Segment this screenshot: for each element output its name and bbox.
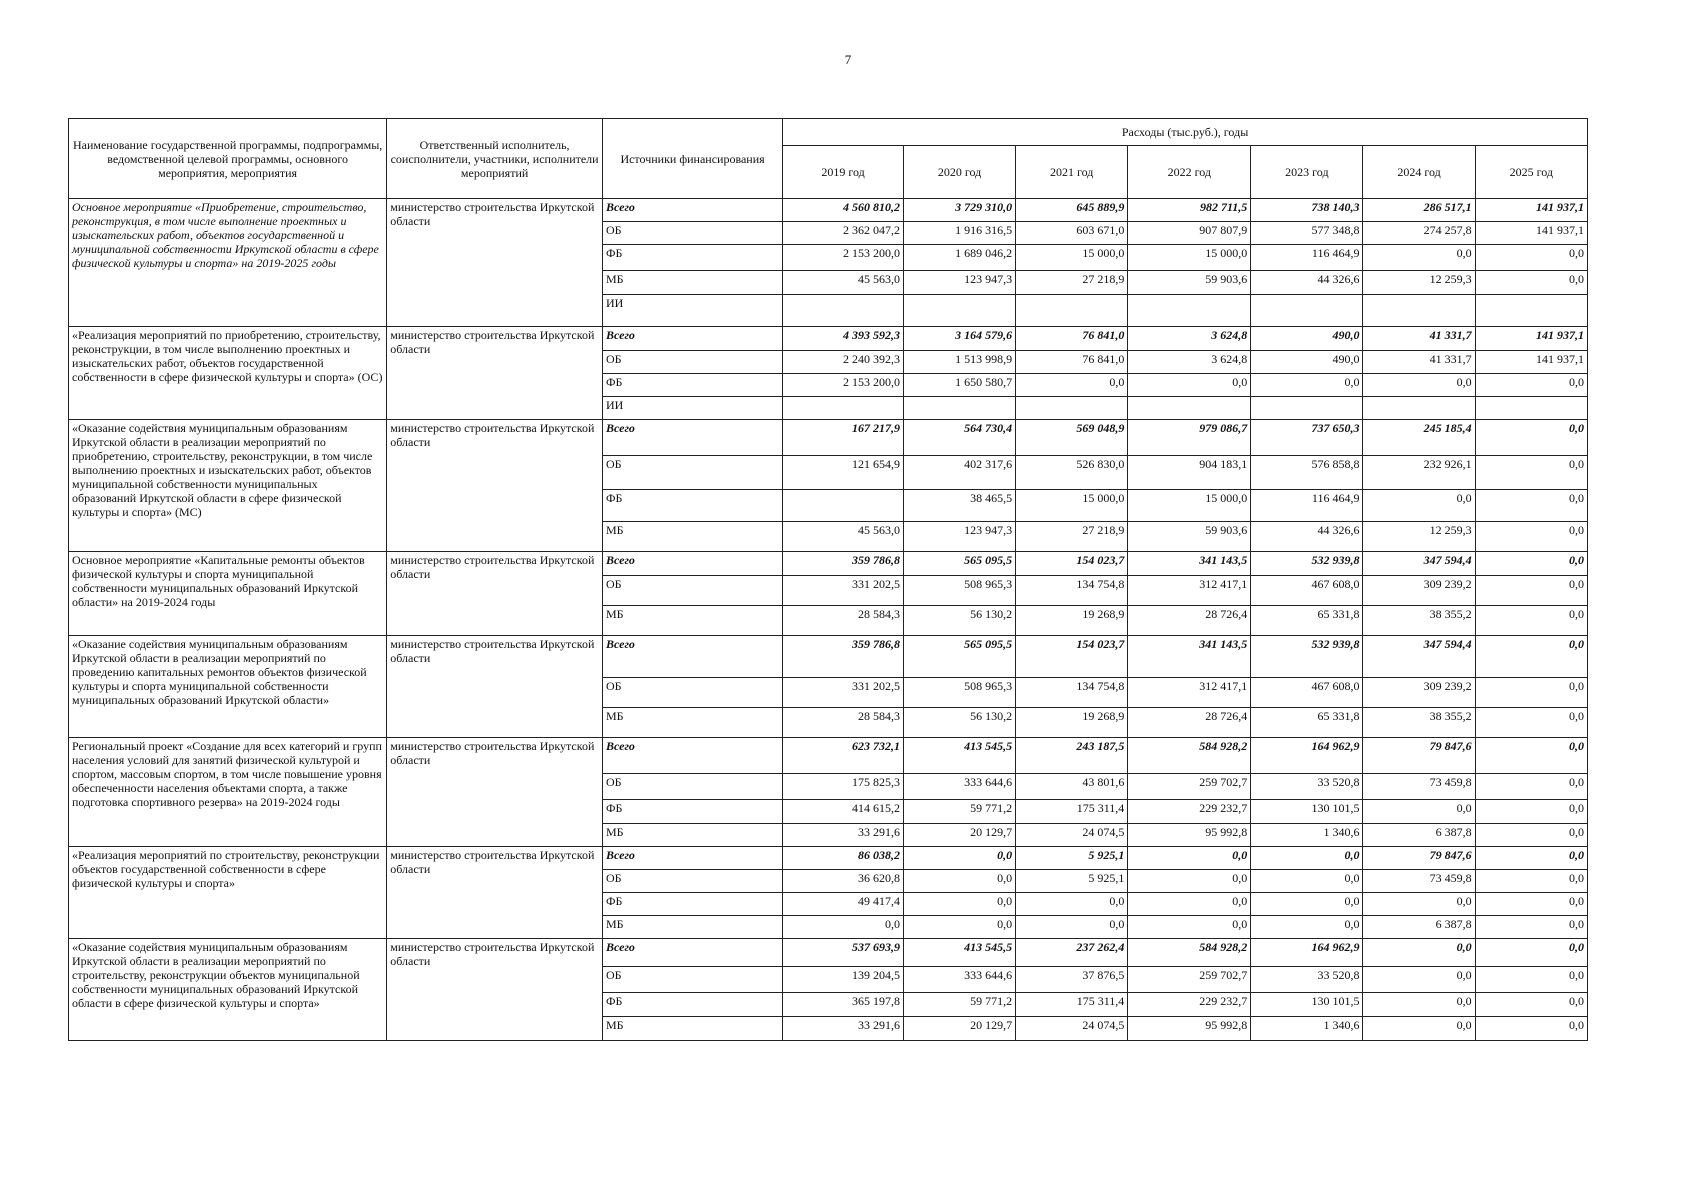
amount-cell: 565 095,5 [903,552,1015,576]
header-executor: Ответственный исполнитель, соисполнители, участники, исполнители мероприятий [387,119,603,199]
amount-cell: 38 355,2 [1363,606,1475,636]
amount-cell: 134 754,8 [1016,678,1128,708]
amount-cell: 0,0 [1475,939,1587,967]
amount-cell: 38 355,2 [1363,708,1475,738]
header-year: 2020 год [903,146,1015,199]
amount-cell: 73 459,8 [1363,870,1475,893]
amount-cell: 0,0 [903,847,1015,870]
activity-name: «Оказание содействия муниципальным образованиям Иркутской области в реализации мероприятий по строительству, реконструкции объектов муниципальной собственности муниципальных образований Иркутской области в сфере физической культуры и спорта» [69,939,387,1041]
amount-cell [1475,397,1587,420]
amount-cell: 65 331,8 [1251,708,1363,738]
amount-cell: 121 654,9 [783,456,904,490]
funding-source: ФБ [602,374,782,397]
amount-cell: 56 130,2 [903,606,1015,636]
amount-cell: 259 702,7 [1128,967,1251,993]
funding-source: ОБ [602,870,782,893]
amount-cell: 584 928,2 [1128,939,1251,967]
amount-cell: 333 644,6 [903,967,1015,993]
amount-cell: 141 937,1 [1475,222,1587,245]
amount-cell: 0,0 [1363,967,1475,993]
amount-cell: 259 702,7 [1128,774,1251,800]
funding-source: МБ [602,271,782,295]
amount-cell: 36 620,8 [783,870,904,893]
amount-cell: 0,0 [1475,847,1587,870]
amount-cell: 79 847,6 [1363,738,1475,774]
amount-cell: 0,0 [1475,245,1587,271]
amount-cell: 28 584,3 [783,606,904,636]
amount-cell: 414 615,2 [783,800,904,824]
amount-cell: 27 218,9 [1016,522,1128,552]
table-row [69,420,1588,456]
amount-cell: 274 257,8 [1363,222,1475,245]
amount-cell: 0,0 [1128,847,1251,870]
amount-cell: 0,0 [783,916,904,939]
amount-cell: 2 153 200,0 [783,374,904,397]
amount-cell: 134 754,8 [1016,576,1128,606]
amount-cell: 0,0 [1016,893,1128,916]
amount-cell: 2 153 200,0 [783,245,904,271]
amount-cell: 130 101,5 [1251,800,1363,824]
header-source: Источники финансирования [602,119,782,199]
amount-cell: 0,0 [1475,1017,1587,1041]
activity-name: Региональный проект «Создание для всех категорий и групп населения условий для занятий физической культурой и спортом, массовым спортом, в том числе повышение уровня обеспеченности населения объектами спорта, а также подготовка спортивного резерва» на 2019-2024 годы [69,738,387,847]
amount-cell: 904 183,1 [1128,456,1251,490]
amount-cell: 0,0 [1016,374,1128,397]
amount-cell [1251,295,1363,327]
header-year: 2019 год [783,146,904,199]
funding-source: МБ [602,708,782,738]
amount-cell: 623 732,1 [783,738,904,774]
amount-cell: 232 926,1 [1363,456,1475,490]
amount-cell: 15 000,0 [1128,245,1251,271]
amount-cell: 0,0 [1363,374,1475,397]
amount-cell: 141 937,1 [1475,327,1587,351]
amount-cell: 1 340,6 [1251,1017,1363,1041]
amount-cell: 15 000,0 [1128,490,1251,522]
amount-cell: 0,0 [1475,678,1587,708]
amount-cell [903,295,1015,327]
amount-cell: 907 807,9 [1128,222,1251,245]
amount-cell: 402 317,6 [903,456,1015,490]
amount-cell: 59 903,6 [1128,522,1251,552]
table-row [69,847,1588,870]
amount-cell: 0,0 [1475,552,1587,576]
table-row [69,327,1588,351]
amount-cell: 2 362 047,2 [783,222,904,245]
amount-cell: 123 947,3 [903,522,1015,552]
table-body [69,199,1588,1041]
funding-source: МБ [602,1017,782,1041]
header-year: 2025 год [1475,146,1587,199]
funding-source: ФБ [602,490,782,522]
amount-cell: 0,0 [1475,636,1587,678]
page-number: 7 [844,52,852,67]
amount-cell: 737 650,3 [1251,420,1363,456]
amount-cell: 49 417,4 [783,893,904,916]
amount-cell: 0,0 [1128,870,1251,893]
amount-cell: 6 387,8 [1363,916,1475,939]
executor: министерство строительства Иркутской области [387,636,603,738]
amount-cell: 532 939,8 [1251,636,1363,678]
amount-cell: 309 239,2 [1363,576,1475,606]
amount-cell: 44 326,6 [1251,522,1363,552]
amount-cell: 3 729 310,0 [903,199,1015,222]
amount-cell: 508 965,3 [903,678,1015,708]
amount-cell: 333 644,6 [903,774,1015,800]
amount-cell: 0,0 [903,870,1015,893]
amount-cell: 19 268,9 [1016,708,1128,738]
amount-cell: 4 560 810,2 [783,199,904,222]
amount-cell: 245 185,4 [1363,420,1475,456]
amount-cell: 413 545,5 [903,939,1015,967]
amount-cell: 331 202,5 [783,678,904,708]
amount-cell: 0,0 [1128,893,1251,916]
amount-cell: 164 962,9 [1251,939,1363,967]
activity-name: Основное мероприятие «Приобретение, строительство, реконструкция, в том числе выполнение проектных и изыскательских работ, объектов государственной и муниципальной собственности Иркутской области в сфере физической культуры и спорта» на 2019-2025 годы [69,199,387,327]
amount-cell: 0,0 [1475,738,1587,774]
amount-cell: 15 000,0 [1016,245,1128,271]
funding-source: МБ [602,824,782,847]
table-row [69,636,1588,678]
header-year: 2022 год [1128,146,1251,199]
amount-cell: 33 520,8 [1251,967,1363,993]
amount-cell: 154 023,7 [1016,636,1128,678]
funding-source: ОБ [602,967,782,993]
executor: министерство строительства Иркутской области [387,738,603,847]
amount-cell: 0,0 [1128,916,1251,939]
amount-cell: 341 143,5 [1128,552,1251,576]
amount-cell: 2 240 392,3 [783,351,904,374]
funding-source: МБ [602,522,782,552]
table-row [69,738,1588,774]
amount-cell [1363,295,1475,327]
amount-cell [1251,397,1363,420]
activity-name: «Реализация мероприятий по приобретению, строительству, реконструкции, в том числе выполнению проектных и изыскательских работ, объектов государственной собственности в сфере физической культуры и спорта» (ОС) [69,327,387,420]
amount-cell: 139 204,5 [783,967,904,993]
amount-cell: 0,0 [1363,1017,1475,1041]
amount-cell: 5 925,1 [1016,870,1128,893]
amount-cell: 116 464,9 [1251,245,1363,271]
header-name: Наименование государственной программы, подпрограммы, ведомственной целевой программы, основного мероприятия, мероприятия [69,119,387,199]
funding-source: ФБ [602,245,782,271]
amount-cell: 3 624,8 [1128,327,1251,351]
amount-cell: 365 197,8 [783,993,904,1017]
amount-cell [783,490,904,522]
amount-cell: 0,0 [1251,374,1363,397]
amount-cell: 0,0 [1475,374,1587,397]
amount-cell: 41 331,7 [1363,351,1475,374]
amount-cell: 59 771,2 [903,800,1015,824]
amount-cell: 508 965,3 [903,576,1015,606]
amount-cell: 33 291,6 [783,1017,904,1041]
amount-cell: 86 038,2 [783,847,904,870]
amount-cell: 0,0 [1475,893,1587,916]
amount-cell: 243 187,5 [1016,738,1128,774]
amount-cell: 0,0 [1475,456,1587,490]
amount-cell: 603 671,0 [1016,222,1128,245]
amount-cell: 167 217,9 [783,420,904,456]
amount-cell: 0,0 [1363,245,1475,271]
amount-cell: 347 594,4 [1363,636,1475,678]
header-year: 2024 год [1363,146,1475,199]
header-year: 2021 год [1016,146,1128,199]
funding-source: МБ [602,916,782,939]
amount-cell: 584 928,2 [1128,738,1251,774]
funding-source: Всего [602,939,782,967]
executor: министерство строительства Иркутской области [387,939,603,1041]
amount-cell: 141 937,1 [1475,199,1587,222]
amount-cell: 359 786,8 [783,552,904,576]
activity-name: «Оказание содействия муниципальным образованиям Иркутской области в реализации мероприятий по приобретению, строительству, реконструкции, в том числе выполнению проектных и изыскательских работ, объектов муниципальной собственности муниципальных образований Иркутской области в сфере физической культуры и спорта» (МС) [69,420,387,552]
amount-cell: 0,0 [1363,893,1475,916]
activity-name: «Оказание содействия муниципальным образованиям Иркутской области в реализации мероприятий по проведению капитальных ремонтов объектов физической культуры и спорта муниципальной собственности муниципальных образований Иркутской области» [69,636,387,738]
activity-name: «Реализация мероприятий по строительству, реконструкции объектов государственной собственности в сфере физической культуры и спорта» [69,847,387,939]
amount-cell: 0,0 [1475,490,1587,522]
amount-cell: 95 992,8 [1128,824,1251,847]
amount-cell: 1 650 580,7 [903,374,1015,397]
amount-cell [783,397,904,420]
amount-cell: 347 594,4 [1363,552,1475,576]
amount-cell: 0,0 [1363,993,1475,1017]
amount-cell: 0,0 [1251,893,1363,916]
amount-cell: 569 048,9 [1016,420,1128,456]
header-year: 2023 год [1251,146,1363,199]
funding-source: Всего [602,420,782,456]
amount-cell: 175 825,3 [783,774,904,800]
amount-cell: 359 786,8 [783,636,904,678]
amount-cell: 229 232,7 [1128,993,1251,1017]
executor: министерство строительства Иркутской области [387,552,603,636]
amount-cell: 0,0 [1475,824,1587,847]
amount-cell: 24 074,5 [1016,1017,1128,1041]
funding-source: ОБ [602,678,782,708]
funding-source: ФБ [602,893,782,916]
amount-cell: 979 086,7 [1128,420,1251,456]
amount-cell: 56 130,2 [903,708,1015,738]
amount-cell: 738 140,3 [1251,199,1363,222]
amount-cell: 537 693,9 [783,939,904,967]
amount-cell: 33 291,6 [783,824,904,847]
amount-cell: 0,0 [1363,800,1475,824]
amount-cell: 1 916 316,5 [903,222,1015,245]
amount-cell: 59 903,6 [1128,271,1251,295]
amount-cell: 312 417,1 [1128,576,1251,606]
amount-cell: 76 841,0 [1016,327,1128,351]
amount-cell: 0,0 [1475,870,1587,893]
amount-cell: 576 858,8 [1251,456,1363,490]
amount-cell: 564 730,4 [903,420,1015,456]
amount-cell: 59 771,2 [903,993,1015,1017]
amount-cell: 45 563,0 [783,271,904,295]
amount-cell: 6 387,8 [1363,824,1475,847]
header-expenses: Расходы (тыс.руб.), годы [783,119,1588,146]
amount-cell: 130 101,5 [1251,993,1363,1017]
amount-cell: 45 563,0 [783,522,904,552]
funding-source: ФБ [602,993,782,1017]
amount-cell: 12 259,3 [1363,271,1475,295]
amount-cell: 0,0 [1475,420,1587,456]
amount-cell: 0,0 [1475,774,1587,800]
amount-cell: 38 465,5 [903,490,1015,522]
amount-cell: 0,0 [1128,374,1251,397]
amount-cell: 467 608,0 [1251,576,1363,606]
amount-cell: 0,0 [1363,490,1475,522]
amount-cell: 0,0 [1475,916,1587,939]
amount-cell: 331 202,5 [783,576,904,606]
amount-cell: 982 711,5 [1128,199,1251,222]
amount-cell: 76 841,0 [1016,351,1128,374]
amount-cell: 490,0 [1251,327,1363,351]
amount-cell: 1 340,6 [1251,824,1363,847]
amount-cell: 24 074,5 [1016,824,1128,847]
amount-cell: 0,0 [903,893,1015,916]
amount-cell: 309 239,2 [1363,678,1475,708]
amount-cell: 141 937,1 [1475,351,1587,374]
amount-cell: 27 218,9 [1016,271,1128,295]
amount-cell: 28 726,4 [1128,606,1251,636]
amount-cell: 164 962,9 [1251,738,1363,774]
amount-cell: 123 947,3 [903,271,1015,295]
amount-cell: 4 393 592,3 [783,327,904,351]
amount-cell: 116 464,9 [1251,490,1363,522]
funding-source: ОБ [602,774,782,800]
budget-table [68,118,1588,1041]
amount-cell [1128,397,1251,420]
amount-cell [1363,397,1475,420]
amount-cell: 79 847,6 [1363,847,1475,870]
amount-cell: 0,0 [1475,606,1587,636]
amount-cell: 532 939,8 [1251,552,1363,576]
amount-cell: 1 689 046,2 [903,245,1015,271]
amount-cell: 65 331,8 [1251,606,1363,636]
amount-cell: 237 262,4 [1016,939,1128,967]
amount-cell: 0,0 [1475,522,1587,552]
amount-cell: 0,0 [1016,916,1128,939]
amount-cell: 490,0 [1251,351,1363,374]
funding-source: Всего [602,738,782,774]
table-row [69,939,1588,967]
amount-cell: 526 830,0 [1016,456,1128,490]
funding-source: Всего [602,847,782,870]
amount-cell: 0,0 [1475,967,1587,993]
amount-cell: 37 876,5 [1016,967,1128,993]
executor: министерство строительства Иркутской области [387,327,603,420]
funding-source: ФБ [602,800,782,824]
table-row [69,552,1588,576]
amount-cell [1016,295,1128,327]
amount-cell: 43 801,6 [1016,774,1128,800]
amount-cell: 467 608,0 [1251,678,1363,708]
amount-cell: 28 726,4 [1128,708,1251,738]
amount-cell: 0,0 [1251,916,1363,939]
amount-cell: 341 143,5 [1128,636,1251,678]
amount-cell: 175 311,4 [1016,993,1128,1017]
funding-source: ОБ [602,456,782,490]
funding-source: Всего [602,636,782,678]
amount-cell: 3 624,8 [1128,351,1251,374]
amount-cell: 565 095,5 [903,636,1015,678]
amount-cell: 73 459,8 [1363,774,1475,800]
executor: министерство строительства Иркутской области [387,847,603,939]
amount-cell: 0,0 [1251,847,1363,870]
amount-cell: 28 584,3 [783,708,904,738]
amount-cell: 0,0 [1251,870,1363,893]
amount-cell: 20 129,7 [903,1017,1015,1041]
amount-cell: 1 513 998,9 [903,351,1015,374]
amount-cell: 0,0 [903,916,1015,939]
amount-cell [1475,295,1587,327]
executor: министерство строительства Иркутской области [387,420,603,552]
executor: министерство строительства Иркутской области [387,199,603,327]
amount-cell: 95 992,8 [1128,1017,1251,1041]
amount-cell: 12 259,3 [1363,522,1475,552]
amount-cell: 44 326,6 [1251,271,1363,295]
amount-cell: 0,0 [1475,993,1587,1017]
amount-cell: 0,0 [1475,708,1587,738]
amount-cell: 0,0 [1475,800,1587,824]
funding-source: Всего [602,552,782,576]
funding-source: ОБ [602,351,782,374]
amount-cell: 413 545,5 [903,738,1015,774]
amount-cell: 41 331,7 [1363,327,1475,351]
funding-source: ИИ [602,295,782,327]
amount-cell [783,295,904,327]
funding-source: ОБ [602,576,782,606]
amount-cell: 286 517,1 [1363,199,1475,222]
amount-cell: 229 232,7 [1128,800,1251,824]
amount-cell: 5 925,1 [1016,847,1128,870]
amount-cell: 645 889,9 [1016,199,1128,222]
amount-cell: 3 164 579,6 [903,327,1015,351]
funding-source: ИИ [602,397,782,420]
amount-cell: 0,0 [1475,271,1587,295]
amount-cell: 0,0 [1363,939,1475,967]
amount-cell [903,397,1015,420]
amount-cell: 312 417,1 [1128,678,1251,708]
table-row [69,199,1588,222]
amount-cell: 175 311,4 [1016,800,1128,824]
funding-source: Всего [602,199,782,222]
amount-cell: 0,0 [1475,576,1587,606]
amount-cell: 19 268,9 [1016,606,1128,636]
amount-cell: 154 023,7 [1016,552,1128,576]
funding-source: МБ [602,606,782,636]
amount-cell: 15 000,0 [1016,490,1128,522]
amount-cell: 20 129,7 [903,824,1015,847]
activity-name: Основное мероприятие «Капитальные ремонты объектов физической культуры и спорта муниципальной собственности муниципальных образований Иркутской области» на 2019-2024 годы [69,552,387,636]
amount-cell: 577 348,8 [1251,222,1363,245]
amount-cell [1128,295,1251,327]
funding-source: Всего [602,327,782,351]
funding-source: ОБ [602,222,782,245]
amount-cell [1016,397,1128,420]
amount-cell: 33 520,8 [1251,774,1363,800]
